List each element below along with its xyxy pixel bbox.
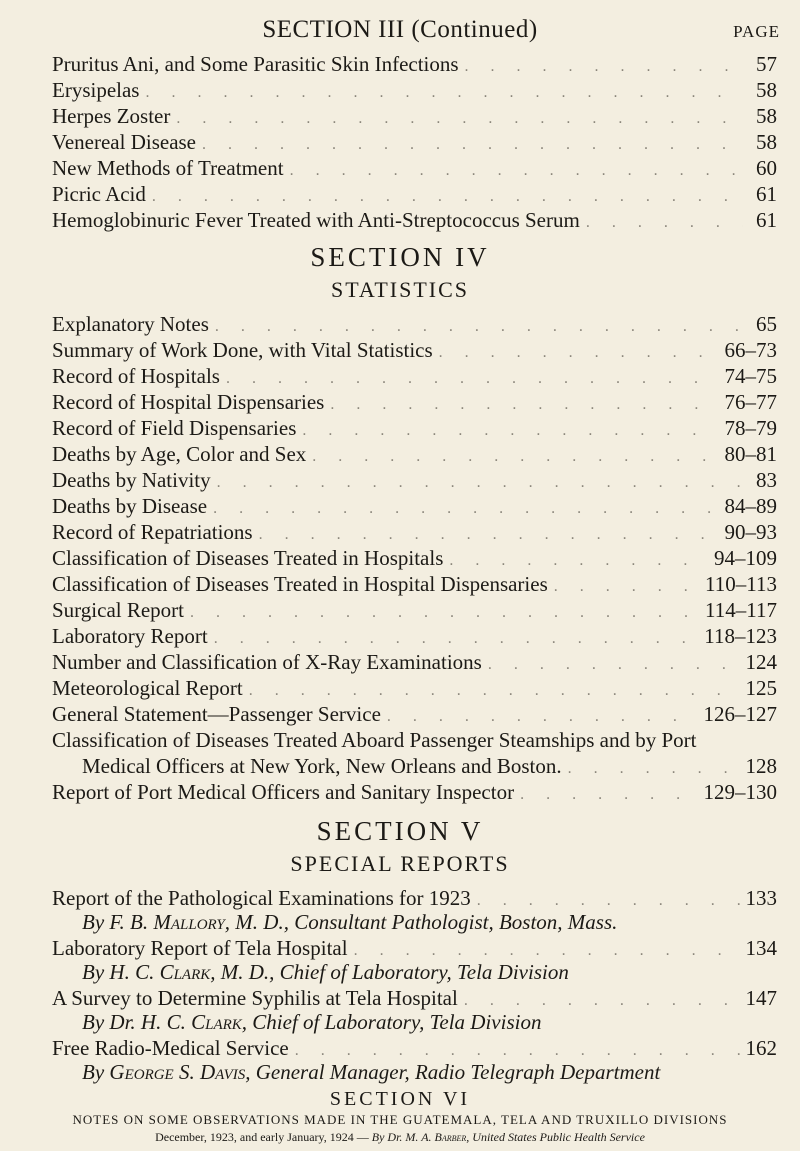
toc-entry-page: 90–93 bbox=[724, 520, 777, 544]
toc-entry-page: 58 bbox=[756, 104, 777, 128]
author-line bbox=[82, 910, 800, 935]
toc-entry-page: 94–109 bbox=[714, 546, 777, 570]
author-name: Mallory bbox=[153, 910, 225, 934]
section-title-line-2: TELA AND TRUXILLO DIVISIONS bbox=[501, 1112, 728, 1127]
section-heading: SECTION V bbox=[316, 816, 484, 846]
toc-entry-page: 58 bbox=[756, 78, 777, 102]
author-prefix: By H. C. bbox=[82, 960, 160, 984]
toc-entry-page: 60 bbox=[756, 156, 777, 180]
toc-entry-label: Picric Acid bbox=[52, 182, 146, 206]
toc-entry-label: Record of Hospital Dispensaries bbox=[52, 390, 325, 414]
leader-dots bbox=[520, 786, 697, 804]
toc-entry-page: 128 bbox=[745, 754, 777, 778]
toc-entry[interactable] bbox=[52, 780, 777, 804]
leader-dots bbox=[464, 992, 740, 1010]
leader-dots bbox=[217, 474, 743, 492]
leader-dots bbox=[215, 318, 743, 336]
toc-entry-label: Herpes Zoster bbox=[52, 104, 171, 128]
toc-entry-page: 65 bbox=[756, 312, 777, 336]
toc-entry[interactable] bbox=[52, 468, 777, 492]
toc-entry[interactable] bbox=[52, 338, 777, 362]
toc-entry[interactable] bbox=[52, 624, 777, 648]
toc-entry-label: Record of Repatriations bbox=[52, 520, 253, 544]
toc-entry-label: New Methods of Treatment bbox=[52, 156, 284, 180]
toc-entry-page: 80–81 bbox=[724, 442, 777, 466]
toc-entry-label: Hemoglobinuric Fever Treated with Anti-Streptococcus Serum bbox=[52, 208, 580, 232]
toc-entry-label: Classification of Diseases Treated in Hospitals bbox=[52, 546, 444, 570]
leader-dots bbox=[145, 84, 743, 102]
toc-entry-label: Record of Field Dispensaries bbox=[52, 416, 297, 440]
section6-details: December, 1923, and early January, 1924 — By Dr. M. A. Barber, United States Public Health Service bbox=[155, 1130, 645, 1144]
leader-dots bbox=[586, 214, 743, 232]
toc-entry[interactable] bbox=[52, 364, 777, 388]
toc-entry-label: General Statement—Passenger Service bbox=[52, 702, 381, 726]
leader-dots bbox=[439, 344, 719, 362]
toc-entry-page: 129–130 bbox=[703, 780, 777, 804]
toc-entry[interactable] bbox=[52, 1036, 777, 1060]
toc-entry-label: Surgical Report bbox=[52, 598, 185, 622]
toc-entry[interactable] bbox=[52, 312, 777, 336]
section-heading: SECTION IV bbox=[310, 242, 490, 272]
section-subheading: SPECIAL REPORTS bbox=[290, 851, 510, 876]
leader-dots bbox=[477, 892, 740, 910]
toc-entry-page: 133 bbox=[745, 886, 777, 910]
toc-entry[interactable] bbox=[52, 546, 777, 570]
toc-entry-page: 61 bbox=[756, 208, 777, 232]
toc-entry-label: Free Radio-Medical Service bbox=[52, 1036, 289, 1060]
toc-entry-label: Pruritus Ani, and Some Parasitic Skin Infections bbox=[52, 52, 459, 76]
toc-entry[interactable] bbox=[52, 390, 777, 414]
author-line bbox=[82, 960, 800, 985]
leader-dots bbox=[354, 942, 740, 960]
leader-dots bbox=[554, 578, 699, 596]
toc-entry-page: 110–113 bbox=[705, 572, 777, 596]
toc-entry-page: 162 bbox=[745, 1036, 777, 1060]
leader-dots bbox=[249, 682, 740, 700]
toc-entry[interactable] bbox=[52, 182, 777, 206]
author-line bbox=[82, 1060, 800, 1085]
toc-entry[interactable] bbox=[52, 156, 777, 180]
toc-entry-page: 58 bbox=[756, 130, 777, 154]
author-name: Davis bbox=[199, 1060, 246, 1084]
toc-entry[interactable] bbox=[82, 754, 777, 778]
section-heading: SECTION VI bbox=[329, 1088, 471, 1110]
leader-dots bbox=[202, 136, 743, 154]
toc-entry-label: Deaths by Age, Color and Sex bbox=[52, 442, 307, 466]
toc-entry[interactable] bbox=[52, 650, 777, 674]
leader-dots bbox=[290, 162, 743, 180]
toc-entry-label: Explanatory Notes bbox=[52, 312, 209, 336]
author-middle: S. bbox=[173, 1060, 200, 1084]
author-name: Clark bbox=[191, 1010, 242, 1034]
author-prefix: By Dr. M. A. bbox=[371, 1130, 435, 1144]
page-header bbox=[0, 16, 800, 48]
leader-dots bbox=[214, 630, 699, 648]
leader-dots bbox=[295, 1042, 740, 1060]
date-line: December, 1923, and early January, 1924 bbox=[155, 1130, 354, 1144]
leader-dots bbox=[259, 526, 719, 544]
toc-entry[interactable] bbox=[52, 494, 777, 518]
toc-entry-label: Classification of Diseases Treated in Hospital Dispensaries bbox=[52, 572, 548, 596]
toc-entry[interactable] bbox=[52, 986, 777, 1010]
page-column-label: PAGE bbox=[733, 22, 780, 41]
leader-dots bbox=[465, 58, 743, 76]
author-prefix: By F. B. bbox=[82, 910, 154, 934]
toc-entry-page: 84–89 bbox=[724, 494, 777, 518]
toc-entry-page: 124 bbox=[745, 650, 777, 674]
toc-entry[interactable] bbox=[52, 520, 777, 544]
toc-entry-page: 66–73 bbox=[724, 338, 777, 362]
leader-dots bbox=[302, 422, 718, 440]
author-name: Clark bbox=[159, 960, 211, 984]
author-name: Barber bbox=[434, 1130, 467, 1144]
toc-entry-label: Report of Port Medical Officers and Sanitary Inspector bbox=[52, 780, 515, 804]
author-name: George bbox=[109, 1060, 174, 1084]
author-prefix: By bbox=[82, 1060, 110, 1084]
leader-dots bbox=[568, 760, 740, 778]
author-prefix: By Dr. H. C. bbox=[82, 1010, 192, 1034]
toc-entry-page: 76–77 bbox=[724, 390, 777, 414]
toc-entry-label: Deaths by Nativity bbox=[52, 468, 211, 492]
leader-dots bbox=[190, 604, 699, 622]
toc-entry[interactable] bbox=[52, 702, 777, 726]
section-title-line-1: NOTES ON SOME OBSERVATIONS MADE IN THE GUATEMALA, bbox=[72, 1112, 498, 1127]
page-title: SECTION III (Continued) bbox=[262, 16, 538, 43]
toc-entry-page: 61 bbox=[756, 182, 777, 206]
leader-dots bbox=[488, 656, 740, 674]
toc-entry-label: Laboratory Report bbox=[52, 624, 208, 648]
toc-entry-page: 147 bbox=[745, 986, 777, 1010]
toc-entry-label: Medical Officers at New York, New Orleans and Boston. bbox=[82, 754, 562, 778]
author-title: , General Manager, Radio Telegraph Department bbox=[245, 1060, 661, 1084]
toc-entry-label: Laboratory Report of Tela Hospital bbox=[52, 936, 348, 960]
toc-entry-page: 83 bbox=[756, 468, 777, 492]
toc-entry-label: Deaths by Disease bbox=[52, 494, 208, 518]
toc-entry-label: Number and Classification of X-Ray Examinations bbox=[52, 650, 482, 674]
author-title: , United States Public Health Service bbox=[466, 1130, 645, 1144]
leader-dots bbox=[152, 188, 743, 206]
toc-entry[interactable] bbox=[52, 416, 777, 440]
toc-entry[interactable] bbox=[52, 104, 777, 128]
toc-entry-page: 118–123 bbox=[704, 624, 777, 648]
toc-entry-label: Summary of Work Done, with Vital Statistics bbox=[52, 338, 433, 362]
leader-dots bbox=[312, 448, 718, 466]
toc-entry[interactable] bbox=[52, 130, 777, 154]
toc-entry-page: 126–127 bbox=[703, 702, 777, 726]
toc-entry-label: Report of the Pathological Examinations for 1923 bbox=[52, 886, 471, 910]
toc-entry-label: Erysipelas bbox=[52, 78, 140, 102]
toc-entry[interactable] bbox=[52, 936, 777, 960]
toc-entry[interactable] bbox=[52, 442, 777, 466]
toc-entry-label: Venereal Disease bbox=[52, 130, 197, 154]
toc-entry-page: 125 bbox=[745, 676, 777, 700]
leader-dots bbox=[176, 110, 743, 128]
toc-entry[interactable] bbox=[52, 52, 777, 76]
author-title: , Chief of Laboratory, Tela Division bbox=[241, 1010, 542, 1034]
toc-entry[interactable] bbox=[52, 208, 777, 232]
leader-dots bbox=[387, 708, 698, 726]
toc-entry-label: A Survey to Determine Syphilis at Tela Hospital bbox=[52, 986, 458, 1010]
author-line bbox=[82, 1010, 800, 1035]
author-title: , M. D., Consultant Pathologist, Boston, Mass. bbox=[224, 910, 618, 934]
section-title bbox=[40, 1112, 760, 1128]
toc-entry-label: Record of Hospitals bbox=[52, 364, 220, 388]
toc-entry[interactable] bbox=[52, 886, 777, 910]
leader-dots bbox=[213, 500, 718, 518]
leader-dots bbox=[226, 370, 719, 388]
toc-entry[interactable] bbox=[52, 78, 777, 102]
toc-entry-line[interactable]: Classification of Diseases Treated Aboard Passenger Steamships and by Port bbox=[52, 728, 697, 752]
toc-entry-page: 114–117 bbox=[705, 598, 777, 622]
leader-dots bbox=[449, 552, 708, 570]
toc-entry[interactable] bbox=[52, 598, 777, 622]
toc-entry[interactable] bbox=[52, 572, 777, 596]
section-subheading: STATISTICS bbox=[330, 277, 470, 302]
toc-entry-page: 74–75 bbox=[724, 364, 777, 388]
leader-dots bbox=[330, 396, 718, 414]
author-title: , M. D., Chief of Laboratory, Tela Division bbox=[210, 960, 569, 984]
toc-entry-page: 134 bbox=[745, 936, 777, 960]
toc-entry-label: Meteorological Report bbox=[52, 676, 243, 700]
toc-entry-page: 57 bbox=[756, 52, 777, 76]
toc-entry[interactable] bbox=[52, 676, 777, 700]
toc-entry-page: 78–79 bbox=[724, 416, 777, 440]
